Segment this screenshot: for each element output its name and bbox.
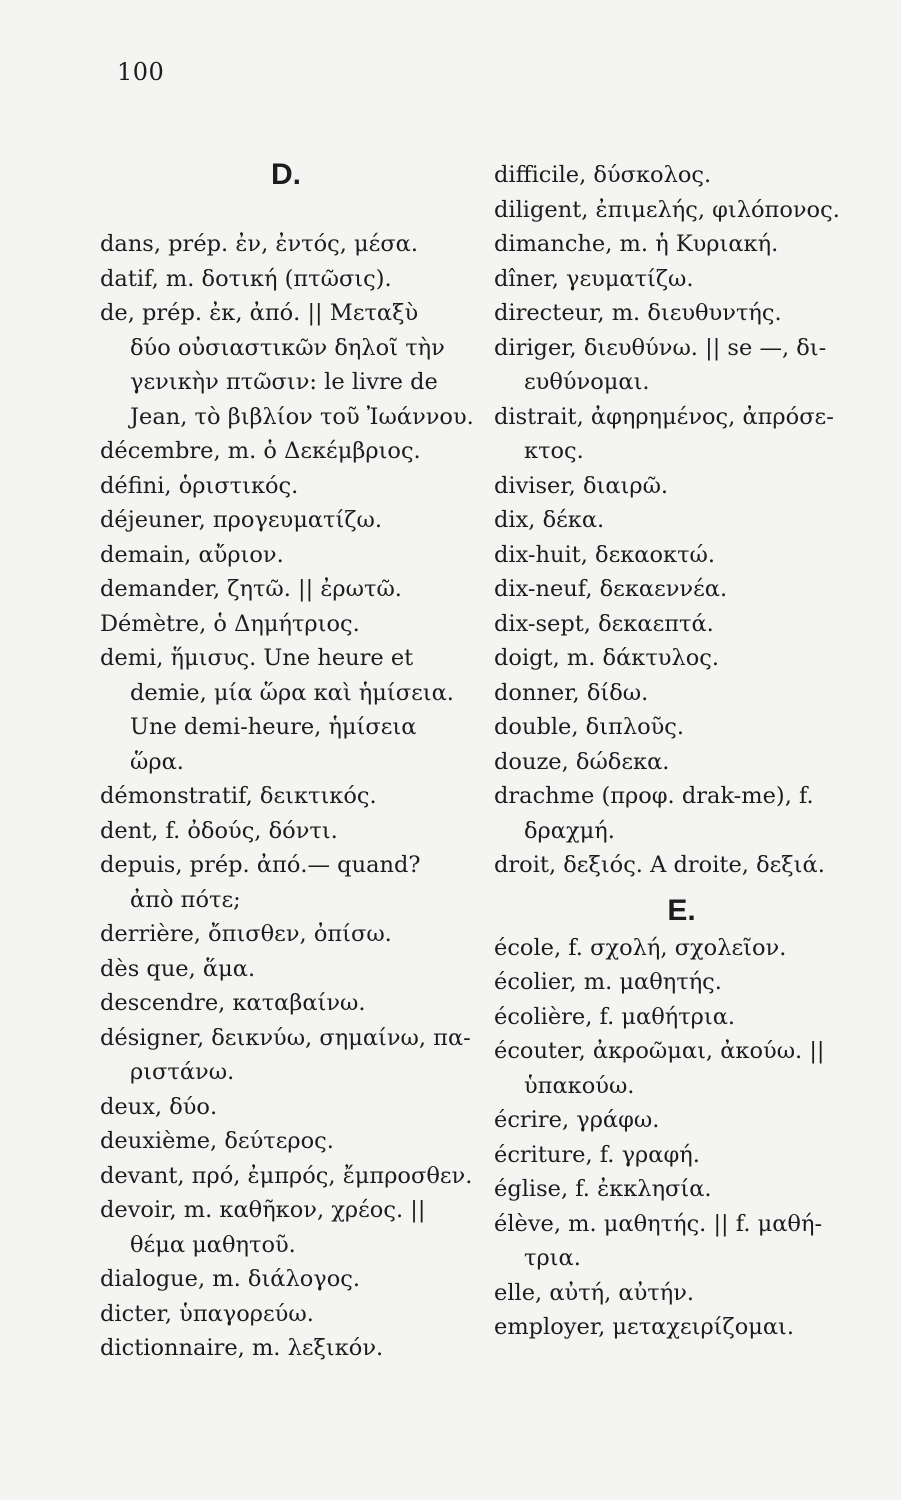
entry-continuation: ευθύνομαι. [524, 369, 650, 395]
dictionary-entry [100, 917, 472, 952]
right-entries-d [494, 158, 869, 883]
entry-continuation: γενικὴν πτῶσιν: le livre de [130, 369, 438, 395]
dictionary-entry [494, 1207, 869, 1276]
entry-headline: dix, δέκα. [494, 507, 605, 533]
dictionary-entry [100, 227, 472, 262]
entry-continuation: Jean, τὸ βιβλίον τοῦ Ἰωάννου. [130, 403, 474, 430]
section-header-e: E. [667, 893, 696, 927]
entry-headline: diligent, ἐπιμελής, φιλόπονος. [494, 196, 840, 223]
left-entries [100, 227, 472, 1366]
dictionary-entry [494, 710, 869, 745]
entry-continuation: θέμα μαθητοῦ. [130, 1231, 296, 1258]
entry-headline: derrière, ὄπισθεν, ὀπίσω. [100, 921, 392, 947]
dictionary-entry [494, 1034, 869, 1103]
entry-headline: écrire, γράφω. [494, 1107, 660, 1133]
dictionary-entry [494, 469, 869, 504]
entry-headline: dimanche, m. ἡ Κυριακή. [494, 231, 779, 257]
entry-headline: diriger, διευθύνω. || se —, δι- [494, 334, 827, 361]
dictionary-entry [494, 931, 869, 966]
entry-continuation: ὑπακούω. [524, 1072, 635, 1099]
entry-headline: depuis, prép. ἀπό.— quand? [100, 852, 421, 878]
entry-headline: école, f. σχολή, σχολεῖον. [494, 934, 787, 961]
left-column [100, 158, 472, 1366]
dictionary-entry [100, 848, 472, 917]
entry-headline: démonstratif, δεικτικός. [100, 783, 377, 809]
section-header-d: D. [271, 158, 301, 191]
entry-headline: diviser, διαιρῶ. [494, 472, 669, 499]
entry-continuation: ριστάνω. [130, 1059, 235, 1085]
dictionary-entry [100, 262, 472, 297]
dictionary-entry [100, 1331, 472, 1366]
entry-continuation: δραχμή. [524, 817, 615, 844]
entry-headline: écolier, m. μαθητής. [494, 969, 722, 995]
dictionary-entry [100, 434, 472, 469]
entry-headline: drachme (προφ. drak-me), f. [494, 783, 814, 809]
dictionary-entry [494, 1310, 869, 1345]
entry-headline: employer, μεταχειρίζομαι. [494, 1314, 795, 1340]
dictionary-entry [100, 952, 472, 987]
dictionary-entry [100, 538, 472, 573]
dictionary-entry [100, 1262, 472, 1297]
entry-headline: droit, δεξιός. A droite, δεξιά. [494, 852, 825, 878]
dictionary-entry [494, 262, 869, 297]
right-entries-e [494, 931, 869, 1345]
entry-headline: elle, αὐτή, αὐτήν. [494, 1279, 695, 1306]
entry-headline: décembre, m. ὁ Δεκέμβριος. [100, 438, 421, 464]
entry-continuation: κτος. [524, 438, 584, 464]
dictionary-entry [494, 296, 869, 331]
entry-headline: directeur, m. διευθυντής. [494, 300, 782, 326]
entry-headline: élève, m. μαθητής. || f. μαθή- [494, 1210, 823, 1237]
dictionary-entry [100, 779, 472, 814]
entry-headline: écriture, f. γραφή. [494, 1141, 700, 1168]
dictionary-entry [494, 227, 869, 262]
entry-headline: église, f. ἐκκλησία. [494, 1176, 712, 1202]
entry-headline: difficile, δύσκολος. [494, 162, 712, 188]
entry-continuation: δύο οὐσιαστικῶν δηλοῖ τὴν [130, 334, 445, 361]
entry-continuation: ἀπὸ πότε; [130, 886, 241, 913]
dictionary-entry [100, 1297, 472, 1332]
dictionary-entry [100, 1021, 472, 1090]
dictionary-entry [494, 848, 869, 883]
entry-headline: datif, m. δοτική (πτῶσις). [100, 265, 392, 292]
dictionary-entry [494, 331, 869, 400]
dictionary-entry [494, 572, 869, 607]
entry-headline: double, διπλοῦς. [494, 714, 685, 740]
dictionary-entry [100, 1193, 472, 1262]
dictionary-entry [494, 1276, 869, 1311]
dictionary-entry [494, 779, 869, 848]
entry-headline: dans, prép. ἐν, ἐντός, μέσα. [100, 231, 419, 257]
entry-headline: de, prép. ἐκ, ἀπό. || Μεταξὺ [100, 300, 419, 326]
dictionary-entry [494, 1172, 869, 1207]
entry-headline: défini, ὁριστικός. [100, 472, 299, 499]
dictionary-entry [100, 1159, 472, 1194]
entry-headline: dîner, γευματίζω. [494, 265, 694, 292]
entry-headline: dent, f. ὀδούς, δόντι. [100, 817, 338, 844]
dictionary-entry [494, 676, 869, 711]
entry-continuation: demie, μία ὥρα καὶ ἡμίσεια. [130, 679, 454, 706]
entry-headline: deuxième, δεύτερος. [100, 1128, 334, 1154]
dictionary-entry [100, 814, 472, 849]
dictionary-entry [100, 1124, 472, 1159]
dictionary-entry [494, 607, 869, 642]
dictionary-entry [494, 503, 869, 538]
dictionary-entry [494, 158, 869, 193]
entry-continuation: τρια. [524, 1245, 581, 1271]
dictionary-entry [494, 1000, 869, 1035]
dictionary-entry [100, 572, 472, 607]
entry-headline: distrait, ἀφηρημένος, ἀπρόσε- [494, 403, 834, 430]
entry-headline: Démètre, ὁ Δημήτριος. [100, 610, 360, 637]
entry-headline: écouter, ἀκροῶμαι, ἀκούω. || [494, 1038, 825, 1064]
entry-headline: demain, αὔριον. [100, 541, 284, 568]
entry-headline: déjeuner, προγευματίζω. [100, 507, 383, 533]
dictionary-entry [494, 193, 869, 228]
dictionary-entry [494, 641, 869, 676]
entry-headline: écolière, f. μαθήτρια. [494, 1003, 736, 1030]
entry-headline: désigner, δεικνύω, σημαίνω, πα- [100, 1024, 471, 1051]
entry-headline: dès que, ἅμα. [100, 955, 256, 982]
entry-headline: descendre, καταβαίνω. [100, 990, 366, 1016]
dictionary-entry [494, 1138, 869, 1173]
dictionary-entry [494, 400, 869, 469]
dictionary-entry [494, 538, 869, 573]
entry-headline: demi, ἥμισυς. Une heure et [100, 645, 414, 671]
entry-headline: devant, πρό, ἐμπρός, ἔμπροσθεν. [100, 1162, 473, 1189]
dictionary-entry [100, 296, 472, 434]
entry-headline: doigt, m. δάκτυλος. [494, 645, 720, 671]
entry-headline: devoir, m. καθῆκον, χρέος. || [100, 1197, 426, 1223]
entry-headline: dicter, ὑπαγορεύω. [100, 1300, 314, 1327]
dictionary-entry [100, 503, 472, 538]
dictionary-entry [494, 965, 869, 1000]
dictionary-entry [100, 641, 472, 779]
dictionary-entry [494, 1103, 869, 1138]
entry-continuation: Une demi-heure, ἡμίσεια [130, 714, 417, 740]
entry-headline: deux, δύο. [100, 1093, 218, 1120]
dictionary-entry [100, 607, 472, 642]
entry-headline: dix-huit, δεκαοκτώ. [494, 541, 716, 568]
dictionary-entry [494, 745, 869, 780]
dictionary-entry [100, 469, 472, 504]
dictionary-entry [100, 986, 472, 1021]
entry-headline: donner, δίδω. [494, 679, 649, 706]
right-column [494, 158, 869, 1345]
entry-headline: dialogue, m. διάλογος. [100, 1266, 361, 1292]
entry-continuation: ὥρα. [130, 748, 184, 775]
entry-headline: dictionnaire, m. λεξικόν. [100, 1335, 384, 1361]
entry-headline: douze, δώδεκα. [494, 748, 670, 775]
page-number: 100 [117, 58, 165, 86]
entry-headline: dix-neuf, δεκαεννέα. [494, 576, 728, 602]
entry-headline: demander, ζητῶ. || ἐρωτῶ. [100, 576, 402, 602]
entry-headline: dix-sept, δεκαεπτά. [494, 610, 714, 637]
dictionary-entry [100, 1090, 472, 1125]
